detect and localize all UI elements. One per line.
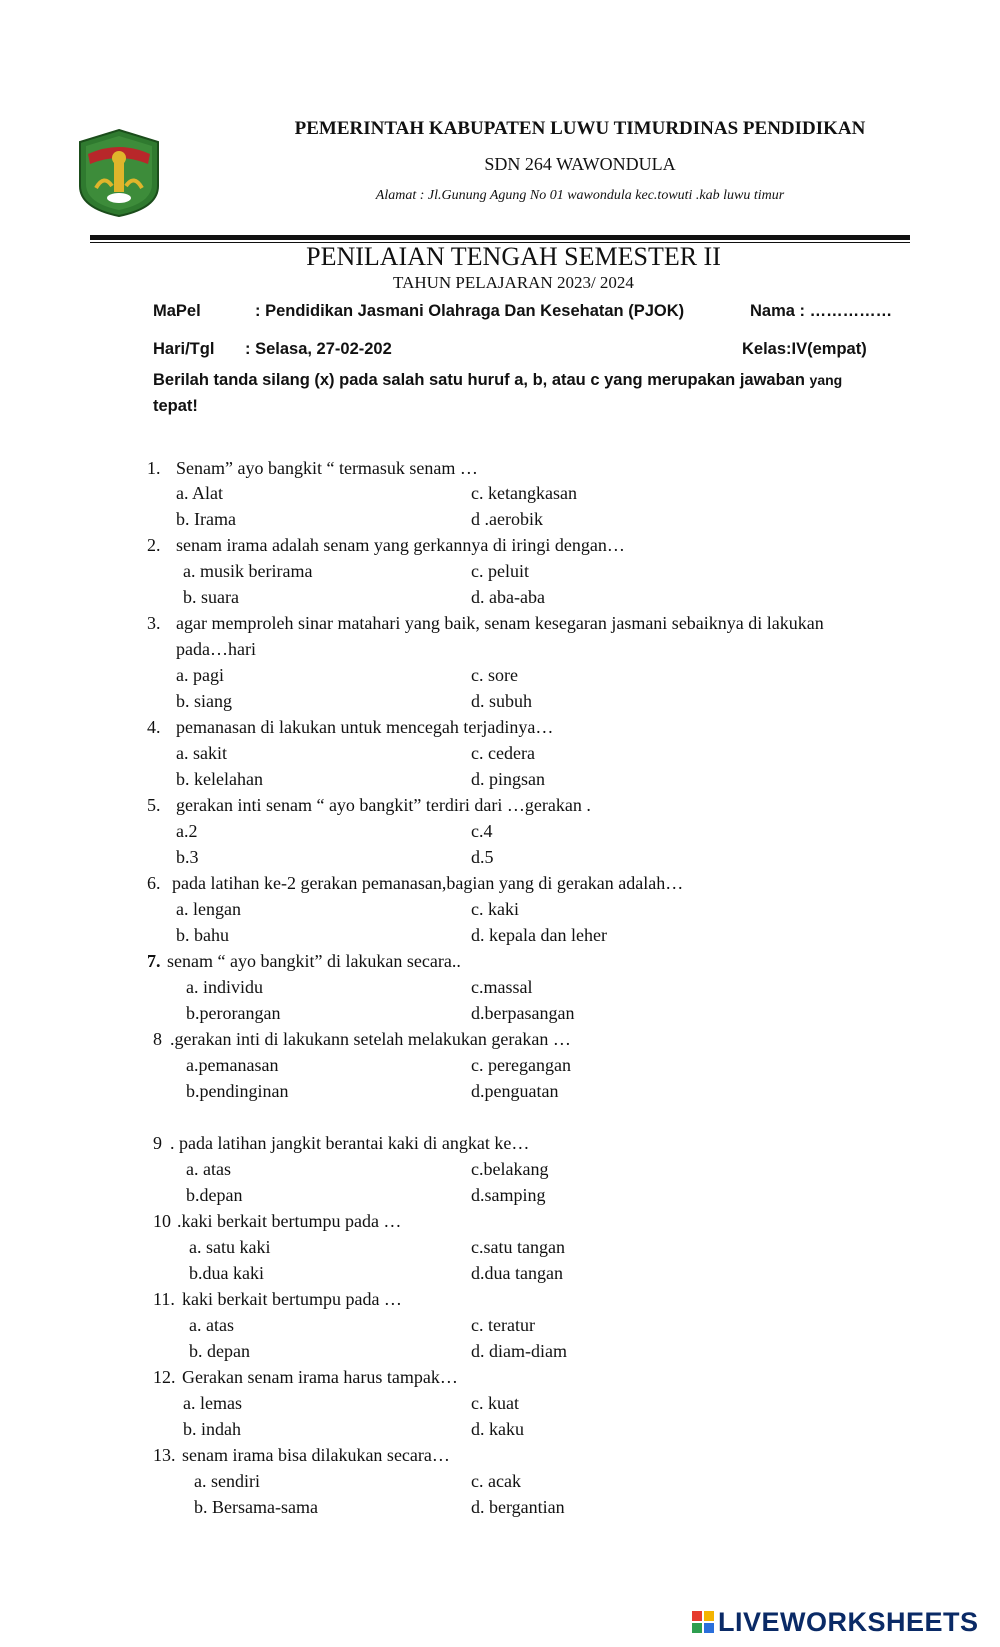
option-b: b. siang (176, 691, 232, 711)
question-text: gerakan inti senam “ ayo bangkit” terdiri dari …gerakan . (176, 795, 591, 815)
question-text: senam irama bisa dilakukan secara… (182, 1445, 450, 1465)
option-c: c.satu tangan (471, 1237, 565, 1257)
option-d: d.samping (471, 1185, 546, 1205)
option-a: a. satu kaki (189, 1237, 271, 1257)
question-text: agar memproleh sinar matahari yang baik, senam kesegaran jasmani sebaiknya di lakukan (176, 613, 824, 633)
option-c: c.massal (471, 977, 533, 997)
question-text-continued: pada…hari (176, 639, 256, 659)
question-number: 7. (147, 951, 161, 971)
question-number: 9 (153, 1133, 162, 1153)
option-d: d. subuh (471, 691, 533, 711)
question-number: 8 (153, 1029, 162, 1049)
option-d: d. kaku (471, 1419, 524, 1439)
government-header: PEMERINTAH KABUPATEN LUWU TIMURDINAS PENDIDIKAN (294, 118, 866, 139)
hari-value: : Selasa, 27-02-202 (245, 340, 392, 358)
option-d: d. pingsan (471, 769, 545, 789)
question-text: pada latihan ke-2 gerakan pemanasan,bagian yang di gerakan adalah… (172, 873, 684, 893)
hari-label: Hari/Tgl (153, 340, 215, 358)
school-name: SDN 264 WAWONDULA (484, 154, 676, 174)
option-b: b. Irama (176, 509, 236, 529)
option-a: a.2 (176, 821, 198, 841)
question-text: Senam” ayo bangkit “ termasuk senam … (176, 458, 478, 478)
option-c: c. peluit (471, 561, 529, 581)
option-d: d.dua tangan (471, 1263, 563, 1283)
instruction-small: yang (809, 372, 843, 388)
question-number: 2. (147, 535, 161, 555)
mapel-label: MaPel (153, 302, 201, 320)
option-d: d.berpasangan (471, 1003, 575, 1023)
option-a: a. pagi (176, 665, 224, 685)
option-c: c. teratur (471, 1315, 535, 1335)
question-number: 4. (147, 717, 161, 737)
option-b: b. depan (189, 1341, 250, 1361)
option-d: d. diam-diam (471, 1341, 567, 1361)
option-b: b.depan (186, 1185, 243, 1205)
question-number: 10 (153, 1211, 171, 1231)
instruction-main: Berilah tanda silang (x) pada salah satu huruf a, b, atau c yang merupakan jawaban (153, 371, 805, 389)
question-text: . pada latihan jangkit berantai kaki di angkat ke… (170, 1133, 530, 1153)
option-c: c. kaki (471, 899, 519, 919)
option-d: d.penguatan (471, 1081, 559, 1101)
option-b: b.dua kaki (189, 1263, 264, 1283)
option-a: a. sendiri (194, 1471, 260, 1491)
option-c: c. ketangkasan (471, 483, 577, 503)
option-b: b. indah (183, 1419, 241, 1439)
option-a: a. individu (186, 977, 263, 997)
school-logo (74, 128, 164, 218)
option-b: b.pendinginan (186, 1081, 289, 1101)
option-c: c. sore (471, 665, 518, 685)
liveworksheets-logo-icon (692, 1611, 714, 1633)
question-number: 5. (147, 795, 161, 815)
option-d: d. aba-aba (471, 587, 545, 607)
question-text: pemanasan di lakukan untuk mencegah terjadinya… (176, 717, 554, 737)
liveworksheets-text: LIVEWORKSHEETS (718, 1606, 979, 1637)
question-text: senam irama adalah senam yang gerkannya di iringi dengan… (176, 535, 625, 555)
mapel-value: : Pendidikan Jasmani Olahraga Dan Kesehatan (PJOK) (255, 302, 685, 320)
option-c: c. kuat (471, 1393, 519, 1413)
option-a: a. atas (189, 1315, 234, 1335)
option-a: a. musik berirama (183, 561, 313, 581)
question-number: 6. (147, 873, 161, 893)
option-c: c. peregangan (471, 1055, 571, 1075)
question-number: 13. (153, 1445, 176, 1465)
option-c: c.4 (471, 821, 493, 841)
option-c: c. cedera (471, 743, 535, 763)
option-d: d. bergantian (471, 1497, 565, 1517)
question-text: Gerakan senam irama harus tampak… (182, 1367, 458, 1387)
option-a: a. sakit (176, 743, 227, 763)
option-b: b. kelelahan (176, 769, 263, 789)
exam-year: TAHUN PELAJARAN 2023/ 2024 (393, 273, 634, 292)
instruction (153, 367, 893, 419)
option-b: b. bahu (176, 925, 229, 945)
question-number: 11. (153, 1289, 175, 1309)
option-a: a. lengan (176, 899, 241, 919)
question-text: .gerakan inti di lakukann setelah melakukan gerakan … (170, 1029, 571, 1049)
option-d: d .aerobik (471, 509, 543, 529)
option-b: b.3 (176, 847, 199, 867)
kelas-field: Kelas:IV(empat) (742, 340, 867, 358)
option-a: a. lemas (183, 1393, 242, 1413)
question-text: .kaki berkait bertumpu pada … (177, 1211, 402, 1231)
option-a: a. Alat (176, 483, 223, 503)
option-c: c.belakang (471, 1159, 549, 1179)
option-b: b. suara (183, 587, 239, 607)
instruction-end: tepat! (153, 397, 198, 415)
option-a: a.pemanasan (186, 1055, 279, 1075)
exam-title: PENILAIAN TENGAH SEMESTER II (306, 242, 721, 271)
liveworksheets-watermark[interactable] (692, 1605, 979, 1639)
header-divider-thick (90, 235, 910, 240)
nama-field: Nama : …………… (750, 302, 893, 320)
option-d: d.5 (471, 847, 494, 867)
question-text: kaki berkait bertumpu pada … (182, 1289, 402, 1309)
question-number: 3. (147, 613, 161, 633)
option-a: a. atas (186, 1159, 231, 1179)
option-c: c. acak (471, 1471, 521, 1491)
question-number: 12. (153, 1367, 176, 1387)
option-b: b. Bersama-sama (194, 1497, 318, 1517)
school-address: Alamat : Jl.Gunung Agung No 01 wawondula kec.towuti .kab luwu timur (375, 188, 785, 203)
question-number: 1. (147, 458, 161, 478)
option-d: d. kepala dan leher (471, 925, 607, 945)
option-b: b.perorangan (186, 1003, 281, 1023)
question-text: senam “ ayo bangkit” di lakukan secara.. (167, 951, 461, 971)
